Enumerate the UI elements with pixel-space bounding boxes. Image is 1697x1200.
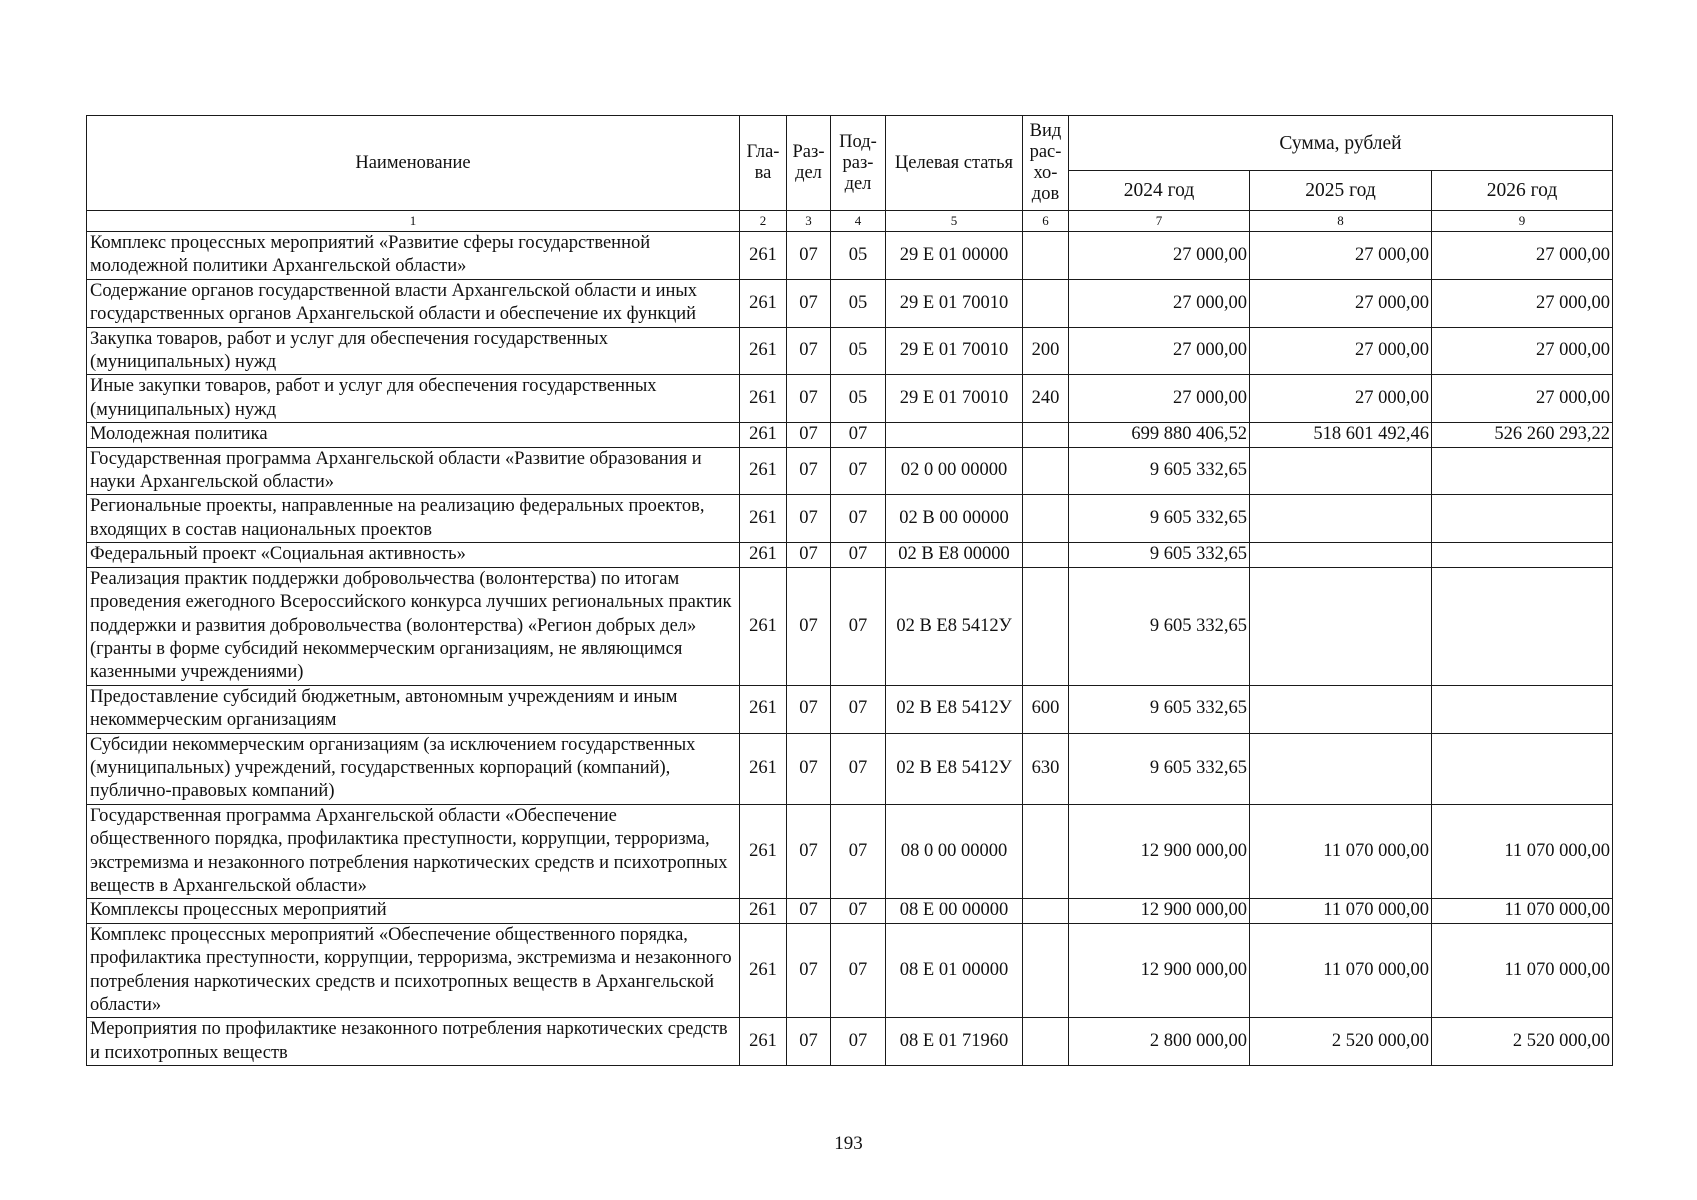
page-number: 193 — [834, 1133, 863, 1154]
column-number: 8 — [1250, 211, 1432, 232]
row-razdel: 07 — [787, 733, 831, 804]
row-podrazdel: 07 — [831, 447, 886, 495]
row-amount-2025: 27 000,00 — [1250, 232, 1432, 280]
row-target-article: 02 0 00 00000 — [886, 447, 1023, 495]
row-target-article: 08 Е 01 00000 — [886, 923, 1023, 1018]
row-amount-2026: 526 260 293,22 — [1432, 423, 1613, 447]
row-amount-2025 — [1250, 685, 1432, 733]
row-razdel: 07 — [787, 327, 831, 375]
row-glava: 261 — [740, 543, 787, 567]
row-target-article: 02 В Е8 5412У — [886, 685, 1023, 733]
row-podrazdel: 07 — [831, 423, 886, 447]
row-name: Мероприятия по профилактике незаконного потребления наркотических средств и психотропных веществ — [87, 1018, 740, 1066]
row-expense-type — [1023, 447, 1069, 495]
row-glava: 261 — [740, 1018, 787, 1066]
row-podrazdel: 07 — [831, 495, 886, 543]
row-amount-2024: 9 605 332,65 — [1069, 495, 1250, 543]
header-podrazdel: Под-раз-дел — [831, 116, 886, 211]
row-name: Предоставление субсидий бюджетным, автономным учреждениям и иным некоммерческим организациям — [87, 685, 740, 733]
row-target-article: 08 Е 01 71960 — [886, 1018, 1023, 1066]
table-header — [87, 116, 1613, 211]
row-amount-2026 — [1432, 495, 1613, 543]
row-glava: 261 — [740, 567, 787, 685]
header-target: Целевая статья — [886, 116, 1023, 211]
row-podrazdel: 07 — [831, 733, 886, 804]
row-amount-2024: 12 900 000,00 — [1069, 804, 1250, 899]
row-glava: 261 — [740, 899, 787, 923]
row-glava: 261 — [740, 375, 787, 423]
row-name: Содержание органов государственной власти Архангельской области и иных государственных органов Архангельской области и обеспечение их функций — [87, 279, 740, 327]
row-glava: 261 — [740, 279, 787, 327]
row-name: Реализация практик поддержки добровольчества (волонтерства) по итогам проведения ежегодного Всероссийского конкурса лучших региональных практик поддержки и развития добровольчества (волонтерства) «Регион добрых дел» (гранты в форме субсидий некоммерческим организациям, не являющимся казенными учреждениями) — [87, 567, 740, 685]
header-year-2026: 2026 год — [1432, 171, 1613, 211]
row-amount-2025 — [1250, 733, 1432, 804]
row-amount-2025: 27 000,00 — [1250, 279, 1432, 327]
column-number: 9 — [1432, 211, 1613, 232]
row-podrazdel: 07 — [831, 543, 886, 567]
row-name: Государственная программа Архангельской области «Обеспечение общественного порядка, профилактика преступности, коррупции, терроризма, экстремизма и незаконного потребления наркотических средств и психотропных веществ в Архангельской области» — [87, 804, 740, 899]
column-number: 5 — [886, 211, 1023, 232]
row-amount-2025: 11 070 000,00 — [1250, 899, 1432, 923]
row-glava: 261 — [740, 923, 787, 1018]
row-razdel: 07 — [787, 567, 831, 685]
row-expense-type: 630 — [1023, 733, 1069, 804]
row-razdel: 07 — [787, 923, 831, 1018]
table-row — [87, 804, 1613, 899]
row-name: Государственная программа Архангельской области «Развитие образования и науки Архангельской области» — [87, 447, 740, 495]
table-row — [87, 423, 1613, 447]
row-name: Комплекс процессных мероприятий «Развитие сферы государственной молодежной политики Архангельской области» — [87, 232, 740, 280]
row-amount-2025: 27 000,00 — [1250, 375, 1432, 423]
row-target-article: 08 0 00 00000 — [886, 804, 1023, 899]
header-glava: Гла-ва — [740, 116, 787, 211]
row-podrazdel: 07 — [831, 567, 886, 685]
table-row — [87, 375, 1613, 423]
row-razdel: 07 — [787, 232, 831, 280]
row-razdel: 07 — [787, 543, 831, 567]
row-amount-2026 — [1432, 685, 1613, 733]
row-amount-2024: 27 000,00 — [1069, 279, 1250, 327]
row-target-article — [886, 423, 1023, 447]
column-number: 4 — [831, 211, 886, 232]
row-expense-type — [1023, 543, 1069, 567]
row-podrazdel: 07 — [831, 923, 886, 1018]
table-row — [87, 447, 1613, 495]
row-podrazdel: 07 — [831, 804, 886, 899]
row-name: Молодежная политика — [87, 423, 740, 447]
table-row — [87, 1018, 1613, 1066]
row-expense-type — [1023, 899, 1069, 923]
row-amount-2024: 27 000,00 — [1069, 327, 1250, 375]
table-row — [87, 733, 1613, 804]
row-expense-type — [1023, 923, 1069, 1018]
table-body — [87, 211, 1613, 1066]
row-amount-2025 — [1250, 543, 1432, 567]
row-expense-type — [1023, 423, 1069, 447]
row-razdel: 07 — [787, 279, 831, 327]
row-glava: 261 — [740, 327, 787, 375]
row-amount-2024: 699 880 406,52 — [1069, 423, 1250, 447]
header-vid: Вид рас-хо-дов — [1023, 116, 1069, 211]
row-amount-2025 — [1250, 495, 1432, 543]
row-glava: 261 — [740, 685, 787, 733]
row-amount-2024: 9 605 332,65 — [1069, 733, 1250, 804]
header-name: Наименование — [87, 116, 740, 211]
row-name: Региональные проекты, направленные на реализацию федеральных проектов, входящих в состав национальных проектов — [87, 495, 740, 543]
table-row — [87, 232, 1613, 280]
row-expense-type — [1023, 1018, 1069, 1066]
row-razdel: 07 — [787, 804, 831, 899]
column-number: 3 — [787, 211, 831, 232]
row-glava: 261 — [740, 495, 787, 543]
row-glava: 261 — [740, 423, 787, 447]
table-row — [87, 327, 1613, 375]
row-amount-2026 — [1432, 567, 1613, 685]
row-expense-type — [1023, 567, 1069, 685]
row-target-article: 29 Е 01 70010 — [886, 279, 1023, 327]
table-row — [87, 543, 1613, 567]
row-name: Федеральный проект «Социальная активность» — [87, 543, 740, 567]
row-glava: 261 — [740, 447, 787, 495]
row-podrazdel: 05 — [831, 232, 886, 280]
row-amount-2025 — [1250, 447, 1432, 495]
row-target-article: 29 Е 01 70010 — [886, 375, 1023, 423]
row-razdel: 07 — [787, 423, 831, 447]
column-number: 1 — [87, 211, 740, 232]
row-amount-2024: 9 605 332,65 — [1069, 543, 1250, 567]
row-target-article: 29 Е 01 00000 — [886, 232, 1023, 280]
row-name: Комплекс процессных мероприятий «Обеспечение общественного порядка, профилактика преступности, коррупции, терроризма, экстремизма и незаконного потребления наркотических средств и психотропных веществ в Архангельской области» — [87, 923, 740, 1018]
row-name: Комплексы процессных мероприятий — [87, 899, 740, 923]
row-razdel: 07 — [787, 495, 831, 543]
header-year-2024: 2024 год — [1069, 171, 1250, 211]
row-target-article: 02 В Е8 5412У — [886, 733, 1023, 804]
row-amount-2026: 27 000,00 — [1432, 279, 1613, 327]
row-amount-2025: 11 070 000,00 — [1250, 923, 1432, 1018]
table-row — [87, 567, 1613, 685]
row-amount-2024: 27 000,00 — [1069, 375, 1250, 423]
row-amount-2024: 12 900 000,00 — [1069, 923, 1250, 1018]
row-podrazdel: 05 — [831, 375, 886, 423]
row-razdel: 07 — [787, 1018, 831, 1066]
row-podrazdel: 07 — [831, 685, 886, 733]
row-target-article: 29 Е 01 70010 — [886, 327, 1023, 375]
row-expense-type: 200 — [1023, 327, 1069, 375]
row-expense-type: 240 — [1023, 375, 1069, 423]
row-amount-2024: 9 605 332,65 — [1069, 567, 1250, 685]
row-amount-2026: 11 070 000,00 — [1432, 923, 1613, 1018]
row-amount-2026: 2 520 000,00 — [1432, 1018, 1613, 1066]
row-amount-2025: 518 601 492,46 — [1250, 423, 1432, 447]
row-podrazdel: 05 — [831, 279, 886, 327]
row-expense-type: 600 — [1023, 685, 1069, 733]
table-row — [87, 279, 1613, 327]
row-amount-2026: 27 000,00 — [1432, 327, 1613, 375]
row-razdel: 07 — [787, 685, 831, 733]
budget-table — [86, 115, 1613, 1066]
row-podrazdel: 05 — [831, 327, 886, 375]
row-amount-2026 — [1432, 543, 1613, 567]
row-expense-type — [1023, 804, 1069, 899]
row-amount-2025 — [1250, 567, 1432, 685]
row-glava: 261 — [740, 232, 787, 280]
header-year-2025: 2025 год — [1250, 171, 1432, 211]
row-amount-2026: 11 070 000,00 — [1432, 804, 1613, 899]
row-amount-2025: 11 070 000,00 — [1250, 804, 1432, 899]
row-target-article: 02 В 00 00000 — [886, 495, 1023, 543]
row-amount-2024: 9 605 332,65 — [1069, 447, 1250, 495]
table-row — [87, 495, 1613, 543]
row-name: Закупка товаров, работ и услуг для обеспечения государственных (муниципальных) нужд — [87, 327, 740, 375]
row-podrazdel: 07 — [831, 1018, 886, 1066]
row-amount-2026: 11 070 000,00 — [1432, 899, 1613, 923]
table-row — [87, 923, 1613, 1018]
row-amount-2026 — [1432, 447, 1613, 495]
row-amount-2024: 9 605 332,65 — [1069, 685, 1250, 733]
row-glava: 261 — [740, 804, 787, 899]
row-expense-type — [1023, 495, 1069, 543]
row-name: Субсидии некоммерческим организациям (за исключением государственных (муниципальных) учреждений, государственных корпораций (компаний), публично-правовых компаний) — [87, 733, 740, 804]
column-number: 2 — [740, 211, 787, 232]
row-amount-2024: 2 800 000,00 — [1069, 1018, 1250, 1066]
row-glava: 261 — [740, 733, 787, 804]
row-target-article: 08 Е 00 00000 — [886, 899, 1023, 923]
row-razdel: 07 — [787, 375, 831, 423]
row-amount-2026 — [1432, 733, 1613, 804]
header-sum: Сумма, рублей — [1069, 116, 1613, 171]
row-razdel: 07 — [787, 447, 831, 495]
column-number: 7 — [1069, 211, 1250, 232]
row-amount-2025: 2 520 000,00 — [1250, 1018, 1432, 1066]
row-amount-2026: 27 000,00 — [1432, 375, 1613, 423]
row-amount-2024: 27 000,00 — [1069, 232, 1250, 280]
row-name: Иные закупки товаров, работ и услуг для обеспечения государственных (муниципальных) нужд — [87, 375, 740, 423]
table-row — [87, 899, 1613, 923]
header-razdel: Раз-дел — [787, 116, 831, 211]
column-numbers-row — [87, 211, 1613, 232]
column-number: 6 — [1023, 211, 1069, 232]
row-podrazdel: 07 — [831, 899, 886, 923]
row-amount-2025: 27 000,00 — [1250, 327, 1432, 375]
row-amount-2024: 12 900 000,00 — [1069, 899, 1250, 923]
row-target-article: 02 В Е8 5412У — [886, 567, 1023, 685]
row-amount-2026: 27 000,00 — [1432, 232, 1613, 280]
table-row — [87, 685, 1613, 733]
row-expense-type — [1023, 279, 1069, 327]
row-target-article: 02 В Е8 00000 — [886, 543, 1023, 567]
row-razdel: 07 — [787, 899, 831, 923]
row-expense-type — [1023, 232, 1069, 280]
